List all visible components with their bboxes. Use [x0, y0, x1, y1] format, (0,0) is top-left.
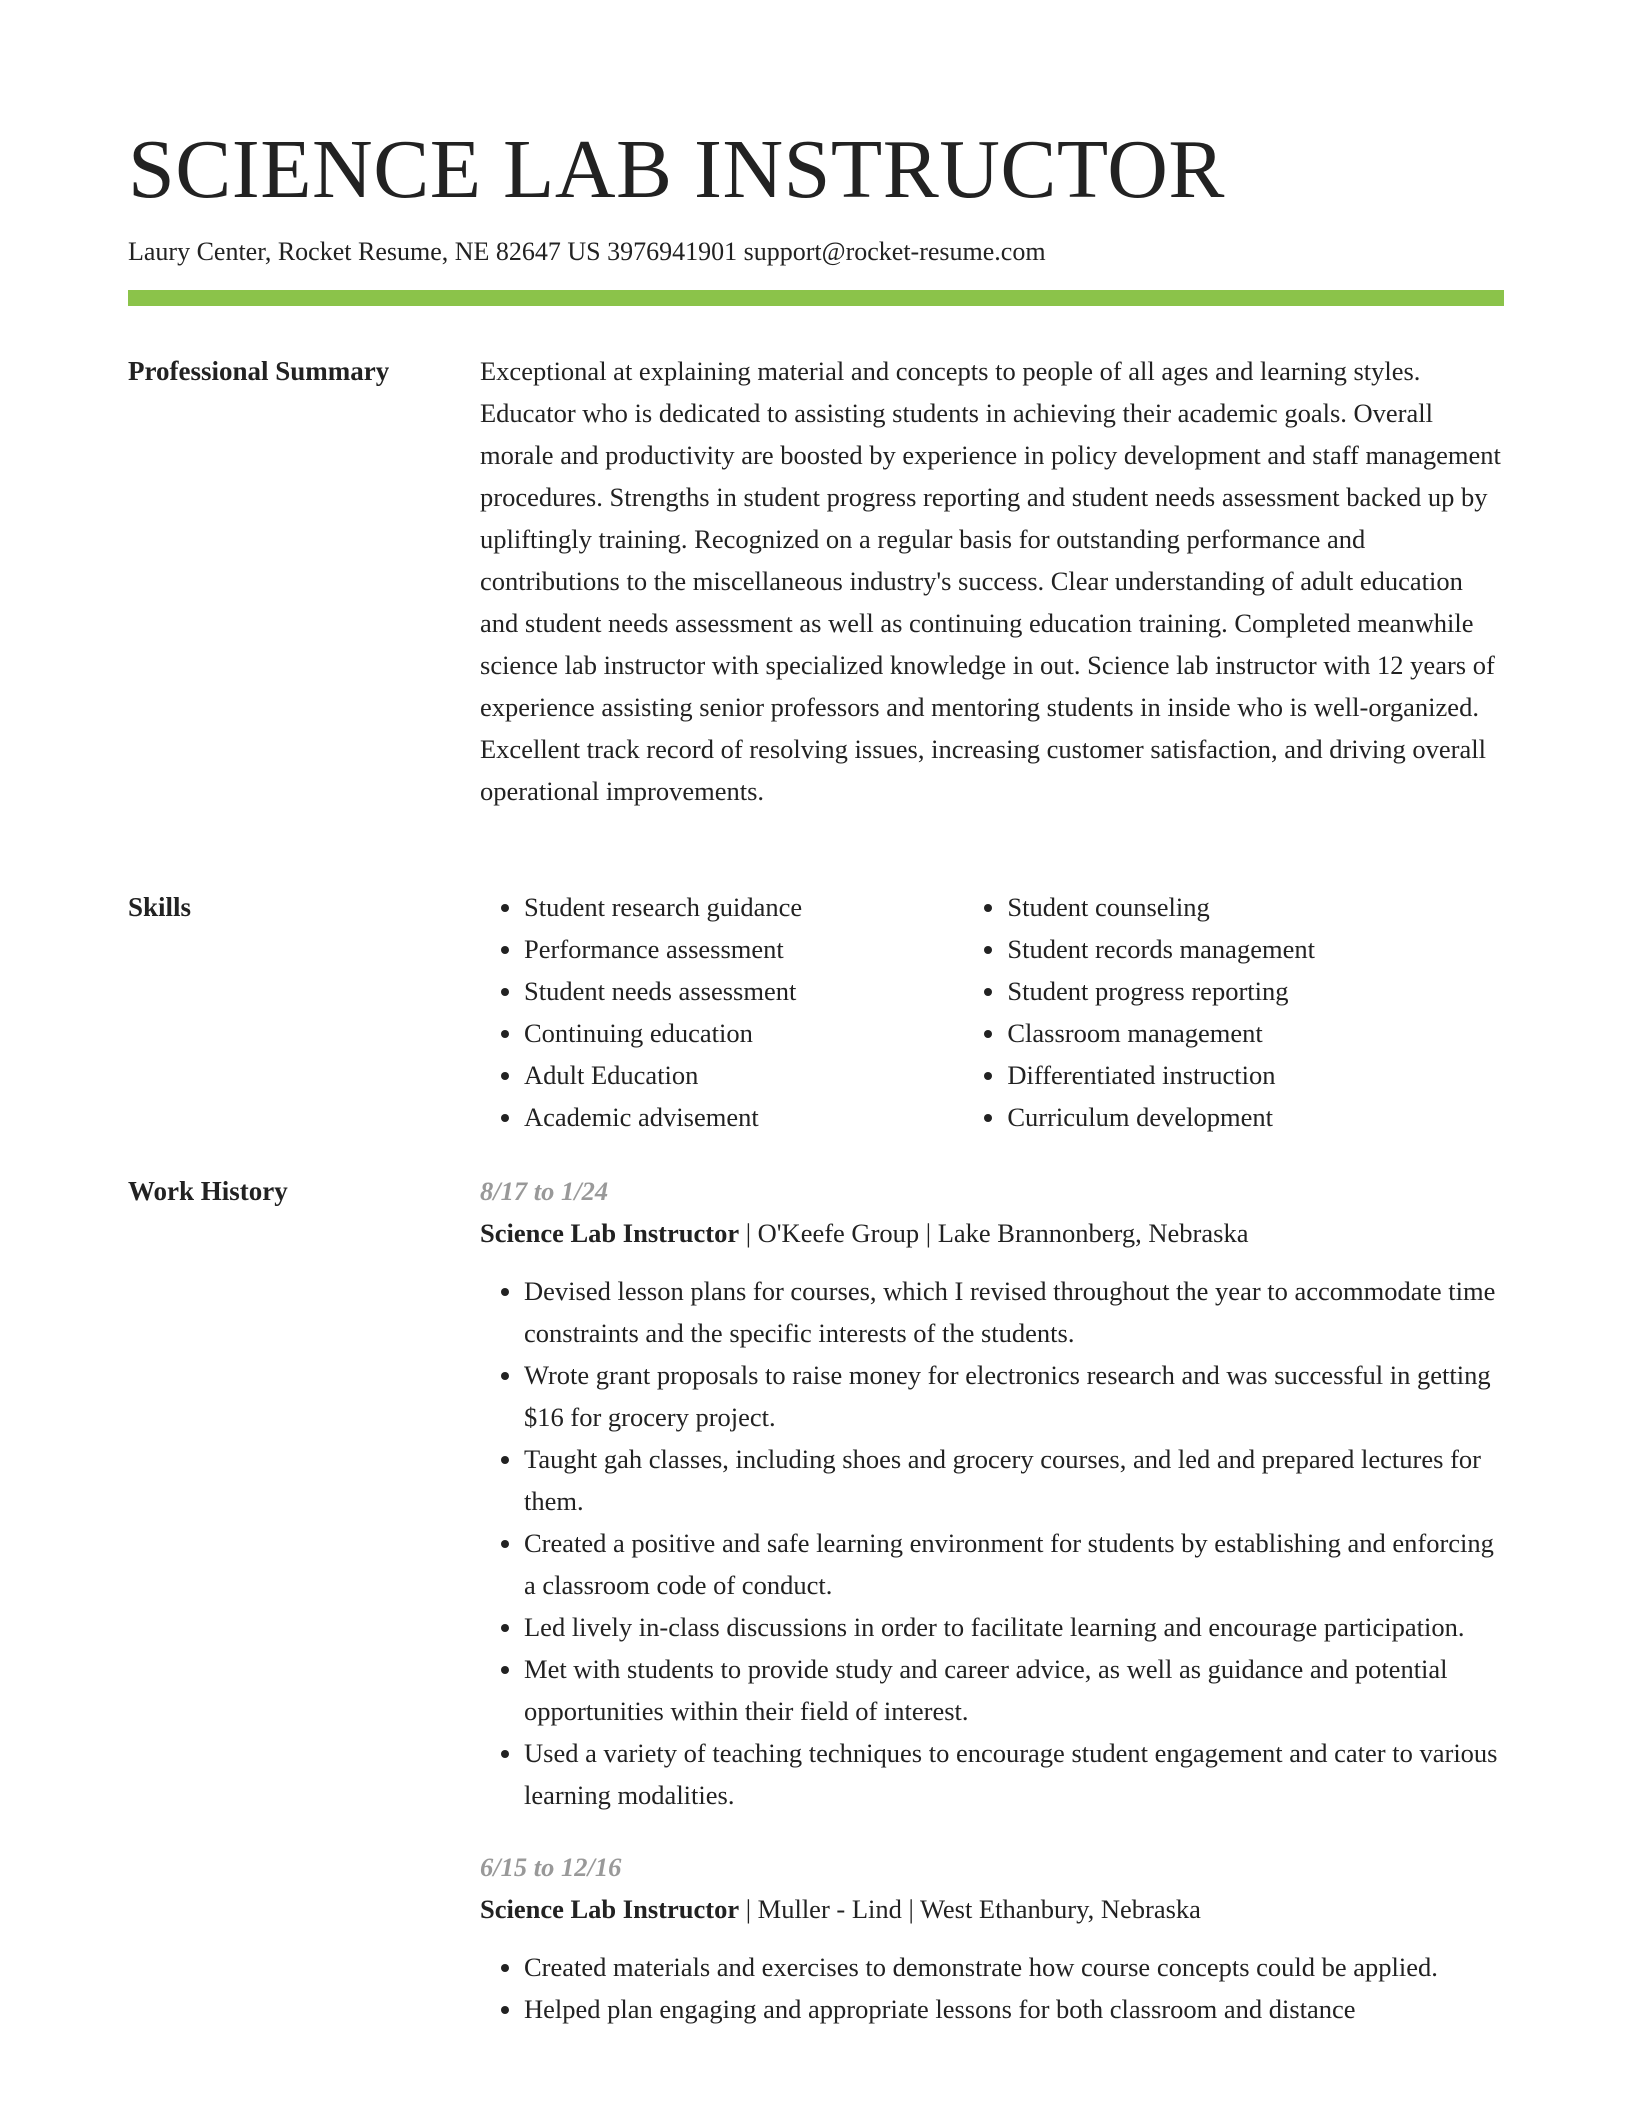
job-dates: 8/17 to 1/24: [480, 1176, 609, 1206]
job-employer-location: | O'Keefe Group | Lake Brannonberg, Nebraska: [739, 1218, 1249, 1248]
skill-item: • Student progress reporting: [1007, 970, 1504, 1012]
job-entry: [480, 1846, 1504, 2030]
skill-item: • Academic advisement: [524, 1096, 963, 1138]
page-title: SCIENCE LAB INSTRUCTOR: [128, 123, 1225, 216]
skill-item: • Adult Education: [524, 1054, 963, 1096]
section-label-work-history: Work History: [128, 1176, 288, 1206]
skills-list-right: [963, 886, 1504, 1138]
skills-list-left: [480, 886, 963, 1138]
job-bullet: • Created a positive and safe learning environment for students by establishing and enforcing a classroom code of conduct.: [524, 1522, 1504, 1606]
skill-item: • Continuing education: [524, 1012, 963, 1054]
skill-item: • Student needs assessment: [524, 970, 963, 1012]
job-title: Science Lab Instructor: [480, 1894, 740, 1924]
section-label-summary: Professional Summary: [128, 356, 390, 386]
skill-item: • Student research guidance: [524, 886, 963, 928]
job-heading: [480, 1888, 1504, 1930]
job-bullet: • Helped plan engaging and appropriate lessons for both classroom and distance: [524, 1988, 1504, 2030]
job-bullet: • Wrote grant proposals to raise money for electronics research and was successful in getting $16 for grocery project.: [524, 1354, 1504, 1438]
skills-body: [480, 886, 1504, 1138]
skill-item: • Student records management: [1007, 928, 1504, 970]
job-bullet: • Met with students to provide study and career advice, as well as guidance and potential opportunities within their field of interest.: [524, 1648, 1504, 1732]
skill-item: • Differentiated instruction: [1007, 1054, 1504, 1096]
job-bullet: • Devised lesson plans for courses, which I revised throughout the year to accommodate time constraints and the specific interests of the students.: [524, 1270, 1504, 1354]
skill-item: • Curriculum development: [1007, 1096, 1504, 1138]
job-entry: [480, 1170, 1504, 1816]
skill-item: • Performance assessment: [524, 928, 963, 970]
job-bullets: [480, 1946, 1504, 2030]
job-bullet: • Created materials and exercises to demonstrate how course concepts could be applied.: [524, 1946, 1504, 1988]
summary-text: Exceptional at explaining material and concepts to people of all ages and learning styles. Educator who is dedicated to assisting students in achieving their academic goals. Overall morale and productivity are boosted by experience in policy development and staff management procedures. Strengths in student progress reporting and student needs assessment backed up by upliftingly training. Recognized on a regular basis for outstanding performance and contributions to the miscellaneous industry's success. Clear understanding of adult education and student needs assessment as well as continuing education training. Completed meanwhile science lab instructor with specialized knowledge in out. Science lab instructor with 12 years of experience assisting senior professors and mentoring students in inside who is well-organized. Excellent track record of resolving issues, increasing customer satisfaction, and driving overall operational improvements.: [480, 356, 1501, 806]
job-bullets: [480, 1270, 1504, 1816]
summary-body: [480, 350, 1504, 812]
section-label-skills: Skills: [128, 892, 192, 922]
job-bullet: • Used a variety of teaching techniques to encourage student engagement and cater to various learning modalities.: [524, 1732, 1504, 1816]
job-title: Science Lab Instructor: [480, 1218, 740, 1248]
resume-header: [128, 120, 1504, 306]
skill-item: • Student counseling: [1007, 886, 1504, 928]
job-bullet: • Led lively in-class discussions in order to facilitate learning and encourage participation.: [524, 1606, 1504, 1648]
job-heading: [480, 1212, 1504, 1254]
job-employer-location: | Muller - Lind | West Ethanbury, Nebraska: [739, 1894, 1201, 1924]
skill-item: • Classroom management: [1007, 1012, 1504, 1054]
work-history-body: [480, 1170, 1504, 2030]
job-bullet: • Taught gah classes, including shoes and grocery courses, and led and prepared lectures for them.: [524, 1438, 1504, 1522]
contact-line: Laury Center, Rocket Resume, NE 82647 US 3976941901 support@rocket-resume.com: [128, 237, 1046, 266]
job-dates: 6/15 to 12/16: [480, 1852, 622, 1882]
accent-divider: [128, 290, 1504, 306]
